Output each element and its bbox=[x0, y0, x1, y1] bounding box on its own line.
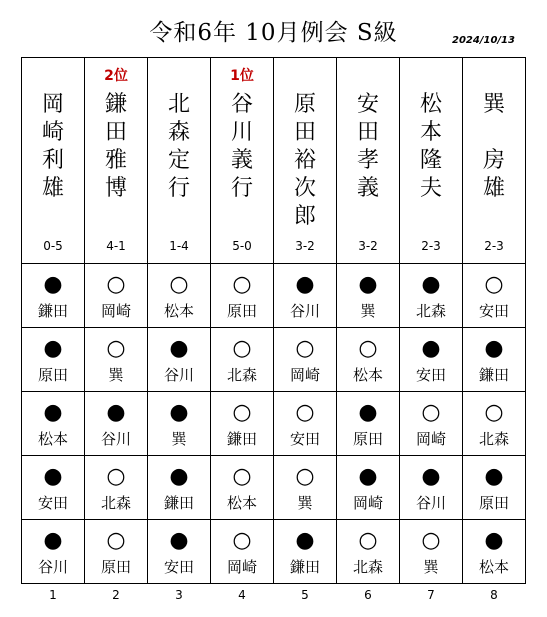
player-name-char: 岡 bbox=[41, 92, 64, 117]
player-name-char: 森 bbox=[167, 120, 190, 145]
player-name-char: 定 bbox=[167, 148, 190, 173]
opponent-name: 岡崎 bbox=[100, 302, 131, 320]
column-number: 2 bbox=[112, 588, 120, 602]
player-name-char: 田 bbox=[293, 120, 316, 145]
opponent-name: 安田 bbox=[289, 430, 320, 448]
opponent-name: 松本 bbox=[37, 430, 68, 448]
round-row bbox=[22, 456, 526, 520]
win-mark-icon: ○ bbox=[106, 272, 126, 297]
opponent-name: 岡崎 bbox=[352, 494, 383, 512]
player-name-char: 雅 bbox=[104, 148, 127, 173]
loss-mark-icon: ● bbox=[43, 336, 63, 361]
result-cell bbox=[22, 456, 85, 520]
win-loss-record: 2-3 bbox=[484, 239, 504, 253]
player-name-char: 田 bbox=[356, 120, 379, 145]
round-row bbox=[22, 264, 526, 328]
loss-mark-icon: ● bbox=[295, 528, 315, 553]
win-mark-icon: ○ bbox=[421, 528, 441, 553]
result-cell bbox=[463, 520, 526, 584]
result-cell bbox=[211, 456, 274, 520]
player-name-char: 義 bbox=[230, 148, 253, 173]
player-name-char: 北 bbox=[167, 92, 190, 117]
result-cell bbox=[274, 264, 337, 328]
player-name-char: 裕 bbox=[293, 148, 316, 173]
loss-mark-icon: ● bbox=[484, 464, 504, 489]
player-header-1 bbox=[22, 58, 85, 264]
opponent-name: 巽 bbox=[297, 494, 313, 512]
loss-mark-icon: ● bbox=[169, 400, 189, 425]
player-name-char: 鎌 bbox=[104, 92, 127, 117]
player-name-char: 行 bbox=[230, 176, 253, 201]
opponent-name: 北森 bbox=[226, 366, 257, 384]
win-loss-record: 0-5 bbox=[43, 239, 63, 253]
player-name-char: 田 bbox=[104, 120, 127, 145]
win-mark-icon: ○ bbox=[106, 528, 126, 553]
result-cell bbox=[211, 392, 274, 456]
result-cell bbox=[85, 392, 148, 456]
loss-mark-icon: ● bbox=[421, 272, 441, 297]
result-cell bbox=[148, 520, 211, 584]
player-name-char: 谷 bbox=[230, 92, 253, 117]
player-name-char: 川 bbox=[230, 120, 253, 145]
loss-mark-icon: ● bbox=[421, 336, 441, 361]
result-cell bbox=[85, 328, 148, 392]
win-loss-record: 5-0 bbox=[232, 239, 252, 253]
player-name bbox=[400, 91, 462, 203]
win-mark-icon: ○ bbox=[232, 464, 252, 489]
page-title: 令和6年 10月例会 S級 bbox=[149, 20, 398, 46]
result-cell bbox=[463, 456, 526, 520]
player-name bbox=[463, 91, 525, 203]
loss-mark-icon: ● bbox=[43, 464, 63, 489]
result-cell bbox=[400, 456, 463, 520]
result-cell bbox=[463, 328, 526, 392]
opponent-name: 鎌田 bbox=[478, 366, 509, 384]
win-loss-record: 3-2 bbox=[358, 239, 378, 253]
loss-mark-icon: ● bbox=[484, 336, 504, 361]
win-mark-icon: ○ bbox=[358, 336, 378, 361]
player-name-char: 孝 bbox=[356, 148, 379, 173]
player-name-char: 郎 bbox=[293, 204, 316, 229]
result-cell bbox=[274, 520, 337, 584]
round-row bbox=[22, 392, 526, 456]
player-name-char: 博 bbox=[104, 176, 127, 201]
win-mark-icon: ○ bbox=[232, 336, 252, 361]
column-number: 7 bbox=[427, 588, 435, 602]
result-cell bbox=[211, 264, 274, 328]
player-name-char: 利 bbox=[41, 148, 64, 173]
opponent-name: 安田 bbox=[415, 366, 446, 384]
opponent-name: 原田 bbox=[100, 558, 131, 576]
win-mark-icon: ○ bbox=[484, 272, 504, 297]
result-cell bbox=[148, 392, 211, 456]
win-mark-icon: ○ bbox=[358, 528, 378, 553]
loss-mark-icon: ● bbox=[43, 400, 63, 425]
column-number: 5 bbox=[301, 588, 309, 602]
player-name-char: 行 bbox=[167, 176, 190, 201]
opponent-name: 谷川 bbox=[289, 302, 320, 320]
player-name-char: 松 bbox=[419, 92, 442, 117]
player-name bbox=[337, 91, 399, 203]
player-name-char: 次 bbox=[293, 176, 316, 201]
loss-mark-icon: ● bbox=[421, 464, 441, 489]
opponent-name: 谷川 bbox=[415, 494, 446, 512]
result-cell bbox=[337, 520, 400, 584]
results-table bbox=[21, 57, 526, 584]
loss-mark-icon: ● bbox=[358, 464, 378, 489]
opponent-name: 北森 bbox=[478, 430, 509, 448]
opponent-name: 松本 bbox=[478, 558, 509, 576]
round-row bbox=[22, 328, 526, 392]
win-loss-record: 3-2 bbox=[295, 239, 315, 253]
player-name bbox=[148, 91, 210, 203]
player-name bbox=[211, 91, 273, 203]
rank-badge: 2位 bbox=[104, 68, 128, 84]
rank-badge: 1位 bbox=[230, 68, 254, 84]
loss-mark-icon: ● bbox=[295, 272, 315, 297]
opponent-name: 巽 bbox=[171, 430, 187, 448]
player-name-char: 雄 bbox=[482, 176, 505, 201]
win-mark-icon: ○ bbox=[106, 336, 126, 361]
opponent-name: 谷川 bbox=[37, 558, 68, 576]
player-name bbox=[274, 91, 336, 231]
opponent-name: 北森 bbox=[415, 302, 446, 320]
column-number: 3 bbox=[175, 588, 183, 602]
opponent-name: 松本 bbox=[163, 302, 194, 320]
player-header-6 bbox=[337, 58, 400, 264]
column-number: 1 bbox=[49, 588, 57, 602]
win-mark-icon: ○ bbox=[421, 400, 441, 425]
opponent-name: 原田 bbox=[352, 430, 383, 448]
header-row bbox=[22, 58, 526, 264]
loss-mark-icon: ● bbox=[106, 400, 126, 425]
round-row bbox=[22, 520, 526, 584]
opponent-name: 安田 bbox=[163, 558, 194, 576]
win-mark-icon: ○ bbox=[232, 272, 252, 297]
result-cell bbox=[22, 520, 85, 584]
result-cell bbox=[400, 328, 463, 392]
opponent-name: 松本 bbox=[352, 366, 383, 384]
result-cell bbox=[211, 328, 274, 392]
result-cell bbox=[148, 264, 211, 328]
player-header-8 bbox=[463, 58, 526, 264]
loss-mark-icon: ● bbox=[358, 400, 378, 425]
opponent-name: 谷川 bbox=[163, 366, 194, 384]
result-cell bbox=[274, 456, 337, 520]
player-name-char: 原 bbox=[293, 92, 316, 117]
result-cell bbox=[400, 264, 463, 328]
result-cell bbox=[85, 520, 148, 584]
opponent-name: 鎌田 bbox=[163, 494, 194, 512]
opponent-name: 岡崎 bbox=[226, 558, 257, 576]
result-cell bbox=[400, 520, 463, 584]
opponent-name: 巽 bbox=[423, 558, 439, 576]
opponent-name: 谷川 bbox=[100, 430, 131, 448]
result-cell bbox=[274, 328, 337, 392]
result-cell bbox=[22, 264, 85, 328]
opponent-name: 巽 bbox=[108, 366, 124, 384]
player-name-char bbox=[463, 119, 525, 147]
loss-mark-icon: ● bbox=[484, 528, 504, 553]
result-cell bbox=[211, 520, 274, 584]
loss-mark-icon: ● bbox=[358, 272, 378, 297]
opponent-name: 松本 bbox=[226, 494, 257, 512]
result-cell bbox=[400, 392, 463, 456]
result-cell bbox=[337, 328, 400, 392]
result-cell bbox=[337, 456, 400, 520]
win-loss-record: 4-1 bbox=[106, 239, 126, 253]
player-header-4 bbox=[211, 58, 274, 264]
result-cell bbox=[463, 392, 526, 456]
loss-mark-icon: ● bbox=[169, 336, 189, 361]
player-name-char: 夫 bbox=[419, 176, 442, 201]
player-name-char: 義 bbox=[356, 176, 379, 201]
opponent-name: 北森 bbox=[352, 558, 383, 576]
player-name-char: 房 bbox=[482, 148, 505, 173]
result-cell bbox=[337, 392, 400, 456]
player-header-5 bbox=[274, 58, 337, 264]
player-name-char: 崎 bbox=[41, 120, 64, 145]
opponent-name: 原田 bbox=[226, 302, 257, 320]
result-cell bbox=[85, 456, 148, 520]
column-number: 6 bbox=[364, 588, 372, 602]
result-cell bbox=[463, 264, 526, 328]
column-number: 8 bbox=[490, 588, 498, 602]
win-mark-icon: ○ bbox=[106, 464, 126, 489]
player-header-2 bbox=[85, 58, 148, 264]
win-mark-icon: ○ bbox=[295, 400, 315, 425]
loss-mark-icon: ● bbox=[169, 464, 189, 489]
loss-mark-icon: ● bbox=[43, 528, 63, 553]
event-date: 2024/10/13 bbox=[452, 35, 515, 46]
win-mark-icon: ○ bbox=[295, 336, 315, 361]
result-cell bbox=[148, 456, 211, 520]
opponent-name: 岡崎 bbox=[415, 430, 446, 448]
player-name bbox=[22, 91, 84, 203]
win-loss-record: 1-4 bbox=[169, 239, 189, 253]
player-header-7 bbox=[400, 58, 463, 264]
result-cell bbox=[148, 328, 211, 392]
loss-mark-icon: ● bbox=[169, 528, 189, 553]
opponent-name: 鎌田 bbox=[289, 558, 320, 576]
column-number: 4 bbox=[238, 588, 246, 602]
win-mark-icon: ○ bbox=[484, 400, 504, 425]
loss-mark-icon: ● bbox=[43, 272, 63, 297]
win-loss-record: 2-3 bbox=[421, 239, 441, 253]
opponent-name: 原田 bbox=[37, 366, 68, 384]
opponent-name: 鎌田 bbox=[37, 302, 68, 320]
win-mark-icon: ○ bbox=[232, 528, 252, 553]
opponent-name: 安田 bbox=[478, 302, 509, 320]
result-cell bbox=[22, 392, 85, 456]
win-mark-icon: ○ bbox=[169, 272, 189, 297]
player-header-3 bbox=[148, 58, 211, 264]
player-name-char: 隆 bbox=[419, 148, 442, 173]
opponent-name: 安田 bbox=[37, 494, 68, 512]
result-cell bbox=[274, 392, 337, 456]
opponent-name: 巽 bbox=[360, 302, 376, 320]
player-name-char: 安 bbox=[356, 92, 379, 117]
opponent-name: 岡崎 bbox=[289, 366, 320, 384]
player-name bbox=[85, 91, 147, 203]
win-mark-icon: ○ bbox=[232, 400, 252, 425]
opponent-name: 原田 bbox=[478, 494, 509, 512]
opponent-name: 北森 bbox=[100, 494, 131, 512]
opponent-name: 鎌田 bbox=[226, 430, 257, 448]
result-cell bbox=[22, 328, 85, 392]
player-name-char: 雄 bbox=[41, 176, 64, 201]
player-name-char: 本 bbox=[419, 120, 442, 145]
result-cell bbox=[85, 264, 148, 328]
result-cell bbox=[337, 264, 400, 328]
player-name-char: 巽 bbox=[482, 92, 505, 117]
win-mark-icon: ○ bbox=[295, 464, 315, 489]
